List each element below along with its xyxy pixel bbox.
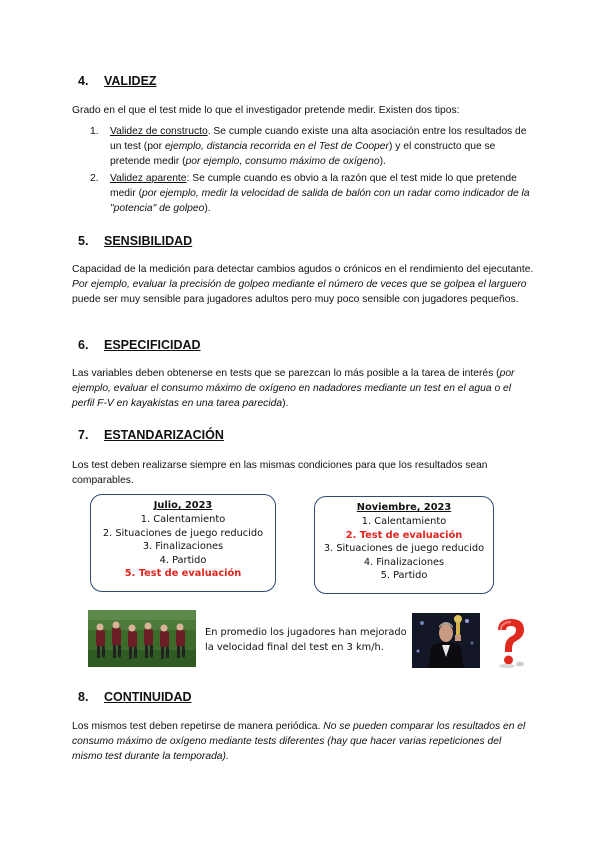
section-7-text: Los test deben realizarse siempre en las mismas condiciones para que los resultados sean comparables.	[72, 460, 488, 486]
question-mark-icon	[493, 617, 529, 669]
list-item-validez-aparente: 2. Validez aparente: Se cumple cuando es obvio a la razón que el test mide lo que pretende medir (por ejemplo, medir la velocidad de salida de balón con un radar como indicador de la "potencia" de golpeo).	[90, 173, 530, 214]
section-title: VALIDEZ	[104, 74, 157, 88]
section-number: 4.	[78, 74, 89, 88]
section-5-heading: 5. SENSIBILIDAD	[78, 234, 193, 248]
section-6-heading: 6. ESPECIFICIDAD	[78, 338, 201, 352]
section-7-heading: 7. ESTANDARIZACIÓN	[78, 428, 224, 442]
section-4-heading	[78, 74, 157, 88]
box-title: Noviembre, 2023	[356, 502, 452, 513]
schedule-box-noviembre: Noviembre, 2023 1. Calentamiento 2. Test de evaluación 3. Situaciones de juego reducido 4. Finalizaciones 5. Partido	[314, 496, 494, 594]
schedule-box-julio: Julio, 2023 1. Calentamiento 2. Situaciones de juego reducido 3. Finalizaciones 4. Partido 5. Test de evaluación	[90, 494, 276, 592]
section-4-intro: Grado en el que el test mide lo que el investigador pretende medir. Existen dos tipos:	[72, 105, 460, 116]
term: Validez aparente	[110, 173, 187, 184]
players-running-photo	[88, 610, 196, 667]
award-ceremony-photo	[412, 613, 480, 668]
improvement-note: En promedio los jugadores han mejorado la velocidad final del test en 3 km/h.	[205, 627, 407, 653]
section-8-text: Los mismos test deben repetirse de manera periódica. No se pueden comparar los resultados en el consumo máximo de oxígeno mediante tests diferentes (hay que hacer varias repeticiones del mismo test durante la temporada).	[72, 721, 526, 762]
section-5-text: Capacidad de la medición para detectar cambios agudos o crónicos en el rendimiento del ejecutante. Por ejemplo, evaluar la precisión de golpeo mediante el número de veces que se golpea el larguero puede ser muy sensible para jugadores adultos pero muy poco sensible con jugadores pequeños.	[72, 264, 534, 305]
test-evaluacion-highlight: 2. Test de evaluación	[345, 529, 463, 541]
term: Validez de constructo	[110, 126, 208, 137]
list-number: 2.	[90, 173, 99, 184]
section-6-text: Las variables deben obtenerse en tests que se parezcan lo más posible a la tarea de interés (por ejemplo, evaluar el consumo máximo de oxígeno en nadadores mediante un test en el agua o el perfil F-V en kayakistas en una tarea parecida).	[72, 368, 515, 409]
test-evaluacion-highlight: 5. Test de evaluación	[124, 568, 242, 580]
list-number: 1.	[90, 126, 99, 137]
section-8-heading: 8. CONTINUIDAD	[78, 690, 192, 704]
list-item-validez-constructo: 1. Validez de constructo. Se cumple cuando existe una alta asociación entre los resultados de un test (por ejemplo, distancia recorrida en el Test de Cooper) y el constructo que se pretende medir (por ejemplo, consumo máximo de oxígeno).	[90, 126, 527, 167]
box-title: Julio, 2023	[153, 500, 213, 511]
